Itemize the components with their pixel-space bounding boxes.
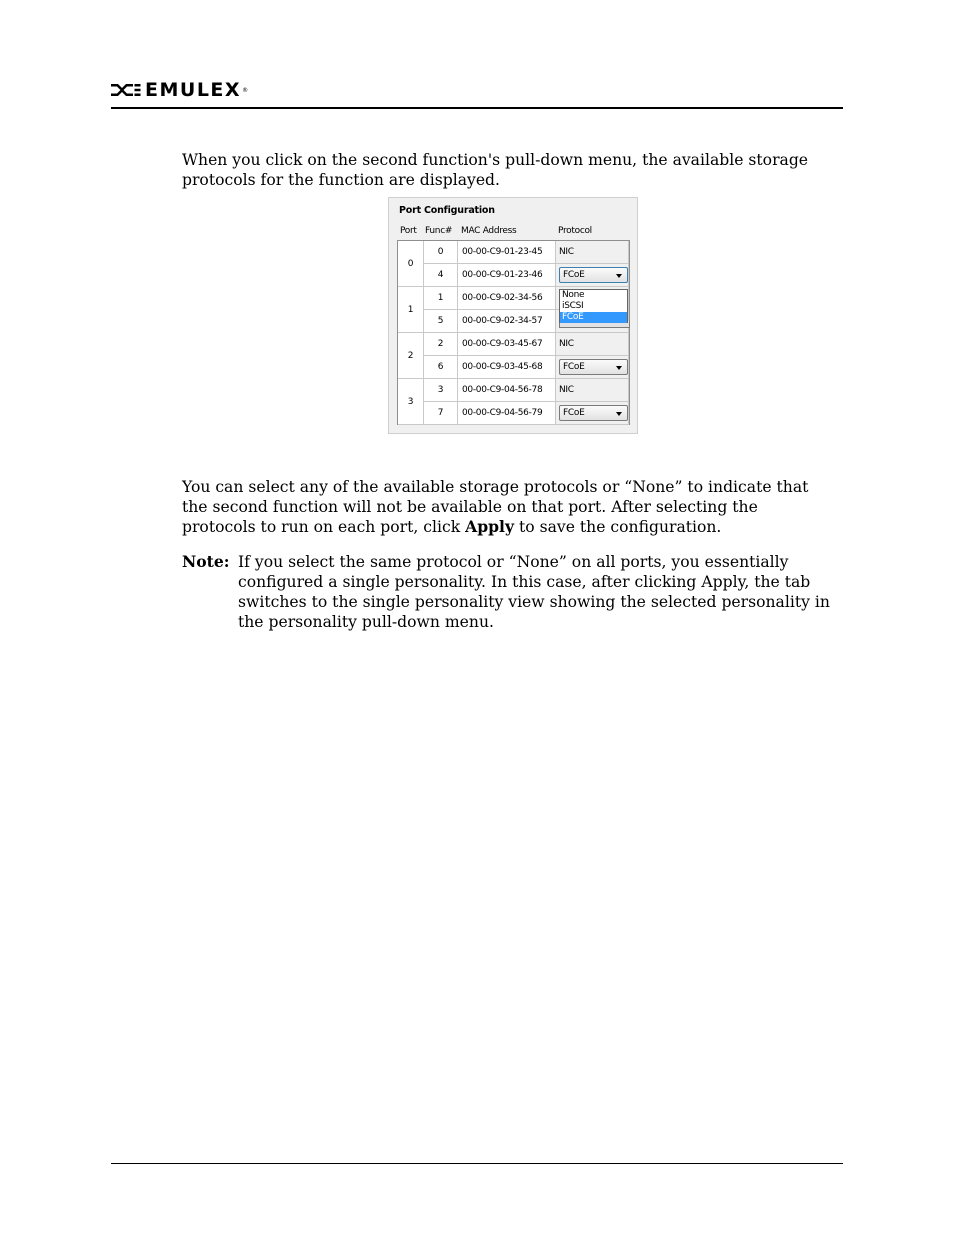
header-rule <box>111 107 843 109</box>
emulex-logo <box>111 80 248 100</box>
selection-text-after: to save the configuration. <box>514 518 722 536</box>
column-header-port: Port <box>400 226 417 236</box>
func-cell: 5 <box>424 310 458 333</box>
dropdown-option-iscsi[interactable]: iSCSI <box>562 301 584 311</box>
protocol-select-value: FCoE <box>563 408 585 418</box>
dropdown-option-fcoe[interactable]: FCoE <box>560 312 627 323</box>
mac-address-cell: 00-00-C9-04-56-79 <box>458 402 556 425</box>
port-configuration-screenshot <box>388 197 638 434</box>
port-cell: 3 <box>398 379 424 425</box>
mac-address-cell: 00-00-C9-01-23-45 <box>458 241 556 264</box>
logo-trademark: ® <box>242 86 249 94</box>
protocol-select-value: FCoE <box>563 270 585 280</box>
protocol-select[interactable] <box>559 405 628 421</box>
note-text: If you select the same protocol or “None” on all ports, you essentially configured a single personality. In this case, after clicking Apply, the tab switches to the single personality view showing the selected personality in the personality pull-down menu. <box>238 553 830 631</box>
port-cell: 2 <box>398 333 424 379</box>
chevron-down-icon <box>616 412 622 416</box>
dropdown-option-none[interactable]: None <box>562 290 585 300</box>
column-header-protocol: Protocol <box>558 226 592 236</box>
func-cell: 3 <box>424 379 458 402</box>
selection-text-before: You can select any of the available storage protocols or “None” to indicate that the second function will not be available on that port. After selecting the protocols to run on each port, click <box>182 478 809 536</box>
func-cell: 0 <box>424 241 458 264</box>
port-configuration-title: Port Configuration <box>399 205 495 216</box>
chevron-down-icon <box>616 274 622 278</box>
func-cell: 4 <box>424 264 458 287</box>
protocol-cell[interactable] <box>556 402 629 425</box>
protocol-cell: NIC <box>556 379 629 402</box>
port-config-grid <box>397 240 630 425</box>
func-cell: 6 <box>424 356 458 379</box>
protocol-cell[interactable] <box>556 356 629 379</box>
protocol-cell: NIC <box>556 333 629 356</box>
protocol-select[interactable] <box>559 267 628 283</box>
mac-address-cell: 00-00-C9-03-45-67 <box>458 333 556 356</box>
selection-paragraph <box>182 477 834 537</box>
mac-address-cell: 00-00-C9-04-56-78 <box>458 379 556 402</box>
func-cell: 1 <box>424 287 458 310</box>
column-header-func: Func# <box>425 226 453 236</box>
func-cell: 7 <box>424 402 458 425</box>
protocol-dropdown-list[interactable] <box>559 289 628 323</box>
footer-rule <box>111 1163 843 1164</box>
apply-keyword: Apply <box>465 517 515 536</box>
mac-address-cell: 00-00-C9-03-45-68 <box>458 356 556 379</box>
note-label: Note: <box>182 552 230 571</box>
port-cell: 1 <box>398 287 424 333</box>
column-header-mac: MAC Address <box>461 226 517 236</box>
protocol-select[interactable] <box>559 359 628 375</box>
mac-address-cell: 00-00-C9-02-34-56 <box>458 287 556 310</box>
mac-address-cell: 00-00-C9-01-23-46 <box>458 264 556 287</box>
port-cell: 0 <box>398 241 424 287</box>
mac-address-cell: 00-00-C9-02-34-57 <box>458 310 556 333</box>
note-block <box>182 552 834 632</box>
protocol-select-value: FCoE <box>563 362 585 372</box>
emulex-logo-icon <box>111 83 141 97</box>
logo-wordmark: EMULEX <box>145 79 242 101</box>
chevron-down-icon <box>616 366 622 370</box>
func-cell: 2 <box>424 333 458 356</box>
protocol-cell[interactable] <box>556 264 629 287</box>
protocol-cell: NIC <box>556 241 629 264</box>
intro-paragraph: When you click on the second function's pull-down menu, the available storage protocols for the function are displayed. <box>182 151 809 189</box>
